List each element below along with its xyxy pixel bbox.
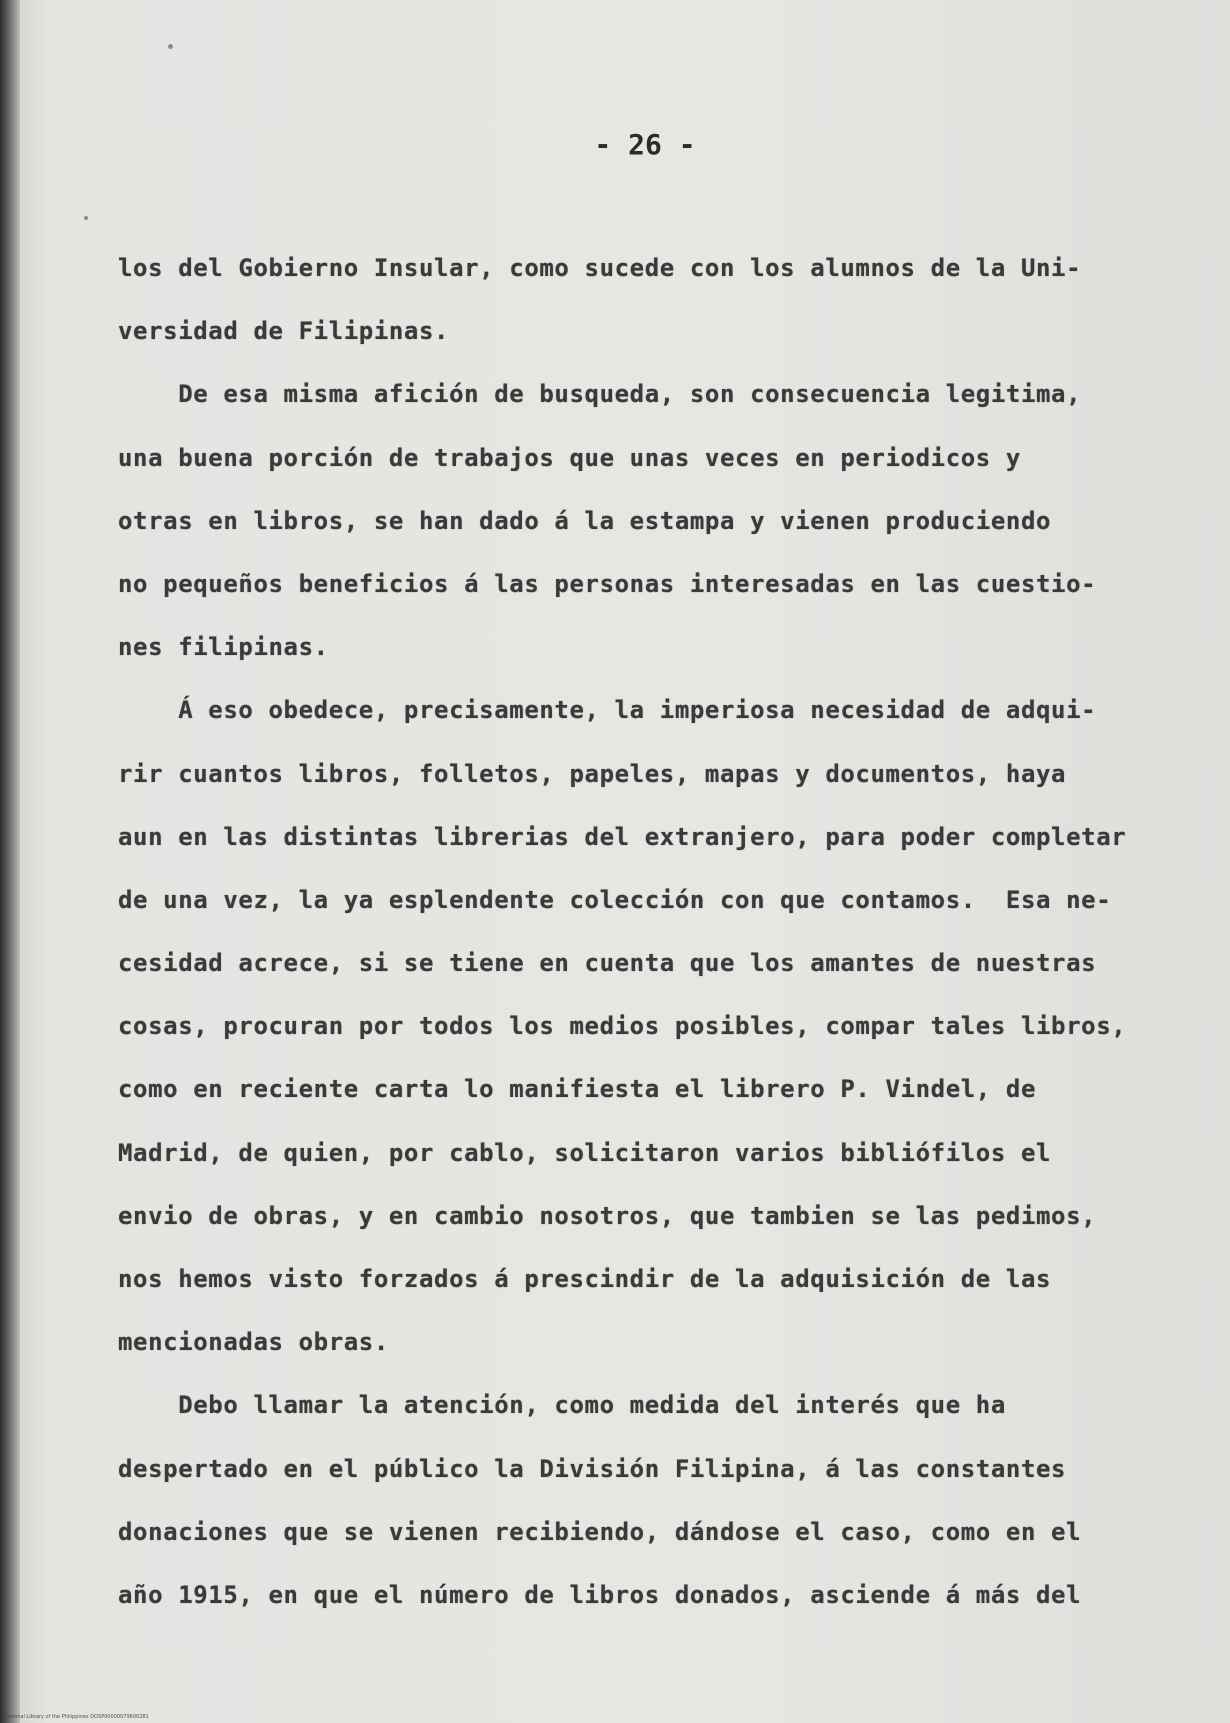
- text-line: mencionadas obras.: [118, 1328, 389, 1357]
- text-line: De esa misma afición de busqueda, son consecuencia legitima,: [118, 380, 1082, 409]
- text-line: cosas, procuran por todos los medios posibles, compar tales libros,: [118, 1012, 1127, 1041]
- text-line: Madrid, de quien, por cablo, solicitaron varios bibliófilos el: [118, 1138, 1052, 1167]
- text-line: año 1915, en que el número de libros donados, asciende á más del: [118, 1580, 1082, 1609]
- text-line: donaciones que se vienen recibiendo, dándose el caso, como en el: [118, 1517, 1082, 1546]
- text-line: los del Gobierno Insular, como sucede con los alumnos de la Uni-: [118, 254, 1082, 282]
- text-line: nes filipinas.: [118, 633, 329, 662]
- text-line: Debo llamar la atención, como medida del interés que ha: [118, 1391, 1006, 1420]
- text-line: Á eso obedece, precisamente, la imperiosa necesidad de adqui-: [118, 696, 1097, 725]
- paper-speck: [84, 216, 88, 220]
- archive-credit: National Library of the Philippines DOSP00000079600281: [4, 1714, 149, 1720]
- body-text: [118, 248, 1168, 1638]
- text-line: aun en las distintas librerias del extranjero, para poder completar: [118, 822, 1127, 851]
- text-line: versidad de Filipinas.: [118, 317, 450, 346]
- paper-speck: [168, 44, 173, 49]
- text-line: cesidad acrece, si se tiene en cuenta que los amantes de nuestras: [118, 949, 1097, 978]
- page-number: - 26 -: [594, 128, 696, 161]
- text-line: envio de obras, y en cambio nosotros, que tambien se las pedimos,: [118, 1201, 1097, 1230]
- text-line: nos hemos visto forzados á prescindir de la adquisición de las: [118, 1265, 1052, 1293]
- text-line: una buena porción de trabajos que unas veces en periodicos y: [118, 443, 1021, 472]
- text-line: otras en libros, se han dado á la estampa y vienen produciendo: [118, 506, 1052, 535]
- text-line: no pequeños beneficios á las personas interesadas en las cuestio-: [118, 569, 1097, 598]
- text-line: como en reciente carta lo manifiesta el librero P. Vindel, de: [118, 1075, 1037, 1104]
- page-binding-edge: [0, 0, 20, 1723]
- text-line: de una vez, la ya esplendente colección con que contamos. Esa ne-: [118, 885, 1112, 914]
- text-line: despertado en el público la División Filipina, á las constantes: [118, 1454, 1067, 1483]
- text-line: rir cuantos libros, folletos, papeles, mapas y documentos, haya: [118, 759, 1067, 788]
